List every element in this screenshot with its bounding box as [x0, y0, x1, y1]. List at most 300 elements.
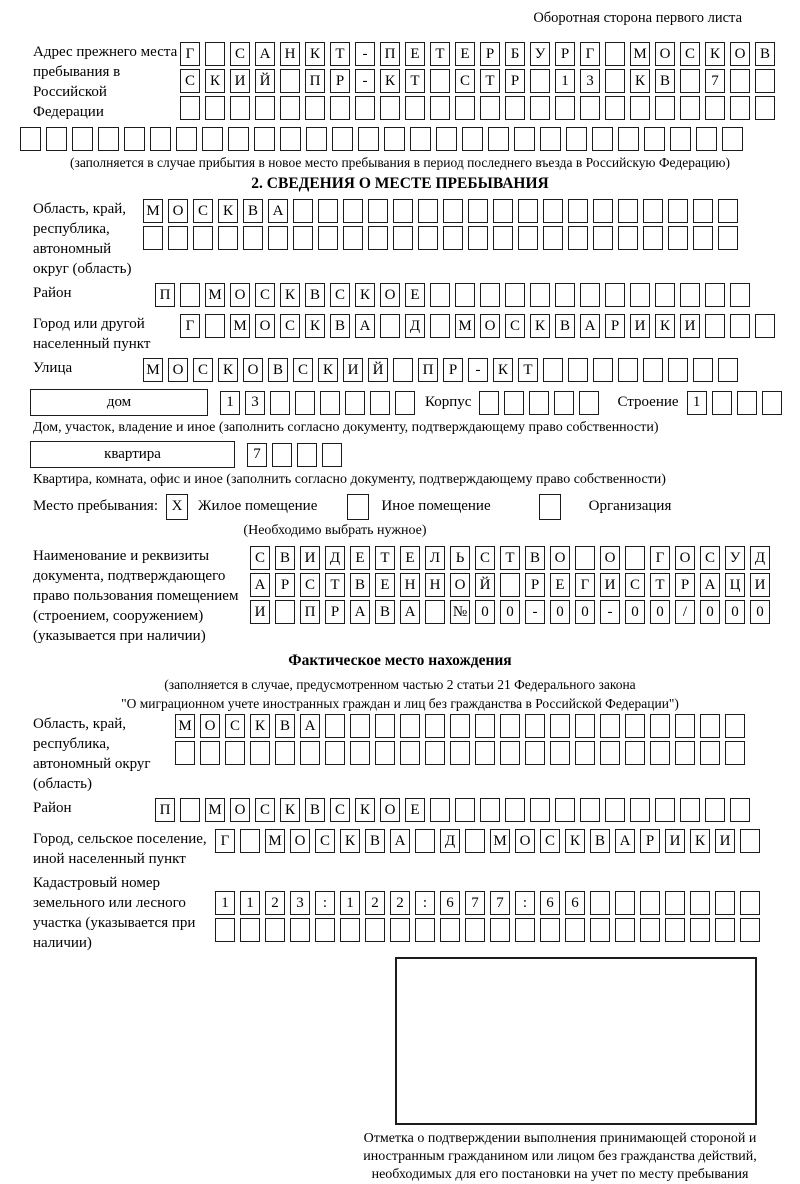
char-box[interactable]: М — [143, 199, 163, 223]
char-box[interactable]: Г — [180, 314, 200, 338]
char-box[interactable]: В — [655, 69, 675, 93]
char-box[interactable] — [368, 199, 388, 223]
char-box[interactable]: К — [355, 283, 375, 307]
char-box[interactable]: В — [590, 829, 610, 853]
char-box[interactable]: П — [305, 69, 325, 93]
char-box[interactable] — [605, 798, 625, 822]
char-box[interactable] — [655, 96, 675, 120]
char-box[interactable] — [593, 226, 613, 250]
char-box[interactable]: А — [268, 199, 288, 223]
char-box[interactable]: П — [155, 798, 175, 822]
char-box[interactable]: С — [230, 42, 250, 66]
char-box[interactable] — [525, 714, 545, 738]
char-box[interactable]: 0 — [750, 600, 770, 624]
checkbox-other-premises[interactable] — [347, 494, 369, 520]
char-box[interactable]: Е — [550, 573, 570, 597]
char-box[interactable] — [425, 600, 445, 624]
char-box[interactable] — [143, 226, 163, 250]
char-box[interactable] — [290, 918, 310, 942]
char-box[interactable]: А — [355, 314, 375, 338]
char-box[interactable]: Н — [280, 42, 300, 66]
char-box[interactable] — [690, 891, 710, 915]
char-box[interactable] — [475, 741, 495, 765]
char-box[interactable] — [693, 358, 713, 382]
char-box[interactable]: С — [225, 714, 245, 738]
char-box[interactable] — [705, 798, 725, 822]
char-box[interactable] — [325, 714, 345, 738]
char-box[interactable]: 1 — [220, 391, 240, 415]
char-box[interactable] — [295, 391, 315, 415]
char-box[interactable] — [443, 199, 463, 223]
char-box[interactable]: С — [293, 358, 313, 382]
char-box[interactable]: 1 — [687, 391, 707, 415]
char-box[interactable] — [715, 891, 735, 915]
char-box[interactable] — [514, 127, 535, 151]
char-box[interactable]: К — [218, 358, 238, 382]
char-box[interactable]: - — [600, 600, 620, 624]
char-box[interactable] — [515, 918, 535, 942]
char-box[interactable]: 1 — [240, 891, 260, 915]
char-box[interactable] — [718, 358, 738, 382]
char-box[interactable]: И — [600, 573, 620, 597]
char-box[interactable]: Т — [480, 69, 500, 93]
char-box[interactable]: К — [690, 829, 710, 853]
char-box[interactable] — [575, 546, 595, 570]
char-box[interactable] — [518, 226, 538, 250]
char-box[interactable]: О — [243, 358, 263, 382]
char-box[interactable] — [675, 714, 695, 738]
char-box[interactable] — [618, 127, 639, 151]
char-box[interactable]: Й — [368, 358, 388, 382]
char-box[interactable] — [468, 226, 488, 250]
char-box[interactable]: Р — [325, 600, 345, 624]
char-box[interactable]: Д — [750, 546, 770, 570]
char-box[interactable] — [575, 741, 595, 765]
char-box[interactable]: И — [300, 546, 320, 570]
char-box[interactable] — [737, 391, 757, 415]
char-box[interactable]: К — [655, 314, 675, 338]
char-box[interactable] — [225, 741, 245, 765]
char-box[interactable]: А — [390, 829, 410, 853]
char-box[interactable]: В — [350, 573, 370, 597]
char-box[interactable]: К — [305, 314, 325, 338]
char-box[interactable] — [410, 127, 431, 151]
char-box[interactable]: А — [580, 314, 600, 338]
char-box[interactable] — [625, 546, 645, 570]
char-box[interactable]: Р — [555, 42, 575, 66]
char-box[interactable] — [475, 714, 495, 738]
char-box[interactable]: К — [705, 42, 725, 66]
char-box[interactable]: О — [255, 314, 275, 338]
char-box[interactable]: Г — [580, 42, 600, 66]
char-box[interactable] — [740, 829, 760, 853]
char-box[interactable]: В — [275, 714, 295, 738]
char-box[interactable]: О — [230, 283, 250, 307]
char-box[interactable] — [543, 226, 563, 250]
char-box[interactable] — [305, 96, 325, 120]
char-box[interactable]: К — [493, 358, 513, 382]
char-box[interactable]: Д — [405, 314, 425, 338]
char-box[interactable] — [643, 226, 663, 250]
char-box[interactable] — [176, 127, 197, 151]
char-box[interactable] — [555, 96, 575, 120]
char-box[interactable] — [504, 391, 524, 415]
char-box[interactable] — [490, 918, 510, 942]
char-box[interactable]: У — [725, 546, 745, 570]
char-box[interactable] — [500, 741, 520, 765]
char-box[interactable]: С — [455, 69, 475, 93]
char-box[interactable]: С — [625, 573, 645, 597]
char-box[interactable] — [340, 918, 360, 942]
char-box[interactable]: С — [193, 358, 213, 382]
char-box[interactable]: А — [300, 714, 320, 738]
char-box[interactable] — [600, 714, 620, 738]
char-box[interactable] — [293, 199, 313, 223]
char-box[interactable]: - — [525, 600, 545, 624]
char-box[interactable]: К — [250, 714, 270, 738]
char-box[interactable] — [655, 283, 675, 307]
char-box[interactable] — [580, 96, 600, 120]
char-box[interactable] — [415, 829, 435, 853]
char-box[interactable]: Т — [375, 546, 395, 570]
char-box[interactable]: В — [275, 546, 295, 570]
char-box[interactable] — [325, 741, 345, 765]
char-box[interactable] — [355, 96, 375, 120]
char-box[interactable] — [315, 918, 335, 942]
char-box[interactable]: Р — [275, 573, 295, 597]
char-box[interactable]: 3 — [245, 391, 265, 415]
char-box[interactable] — [618, 199, 638, 223]
char-box[interactable]: А — [615, 829, 635, 853]
char-box[interactable] — [430, 69, 450, 93]
char-box[interactable]: С — [255, 798, 275, 822]
char-box[interactable] — [600, 741, 620, 765]
char-box[interactable] — [255, 96, 275, 120]
char-box[interactable]: : — [415, 891, 435, 915]
char-box[interactable]: 3 — [580, 69, 600, 93]
char-box[interactable] — [455, 96, 475, 120]
char-box[interactable]: - — [468, 358, 488, 382]
char-box[interactable] — [395, 391, 415, 415]
char-box[interactable]: Т — [330, 42, 350, 66]
char-box[interactable]: М — [205, 283, 225, 307]
char-box[interactable]: 0 — [725, 600, 745, 624]
char-box[interactable]: К — [530, 314, 550, 338]
char-box[interactable]: 0 — [650, 600, 670, 624]
char-box[interactable]: М — [175, 714, 195, 738]
char-box[interactable]: В — [268, 358, 288, 382]
char-box[interactable]: 1 — [555, 69, 575, 93]
char-box[interactable]: О — [730, 42, 750, 66]
char-box[interactable]: М — [143, 358, 163, 382]
char-box[interactable] — [450, 714, 470, 738]
char-box[interactable]: С — [300, 573, 320, 597]
char-box[interactable] — [550, 714, 570, 738]
char-box[interactable]: М — [205, 798, 225, 822]
char-box[interactable] — [554, 391, 574, 415]
char-box[interactable]: О — [380, 798, 400, 822]
char-box[interactable]: Р — [640, 829, 660, 853]
char-box[interactable] — [668, 199, 688, 223]
char-box[interactable] — [580, 798, 600, 822]
char-box[interactable] — [665, 918, 685, 942]
char-box[interactable]: 0 — [625, 600, 645, 624]
char-box[interactable]: К — [630, 69, 650, 93]
char-box[interactable]: М — [230, 314, 250, 338]
char-box[interactable] — [705, 96, 725, 120]
char-box[interactable]: О — [200, 714, 220, 738]
char-box[interactable] — [443, 226, 463, 250]
char-box[interactable] — [543, 358, 563, 382]
char-box[interactable] — [668, 226, 688, 250]
char-box[interactable] — [228, 127, 249, 151]
char-box[interactable]: : — [515, 891, 535, 915]
char-box[interactable]: Й — [255, 69, 275, 93]
char-box[interactable] — [400, 741, 420, 765]
char-box[interactable]: 0 — [500, 600, 520, 624]
char-box[interactable]: И — [343, 358, 363, 382]
char-box[interactable] — [712, 391, 732, 415]
char-box[interactable] — [343, 199, 363, 223]
char-box[interactable] — [625, 714, 645, 738]
char-box[interactable]: С — [330, 283, 350, 307]
char-box[interactable] — [529, 391, 549, 415]
char-box[interactable]: Р — [605, 314, 625, 338]
char-box[interactable] — [530, 798, 550, 822]
char-box[interactable] — [322, 443, 342, 467]
char-box[interactable] — [493, 199, 513, 223]
char-box[interactable] — [98, 127, 119, 151]
char-box[interactable]: В — [555, 314, 575, 338]
char-box[interactable] — [230, 96, 250, 120]
char-box[interactable] — [580, 283, 600, 307]
char-box[interactable] — [592, 127, 613, 151]
char-box[interactable]: К — [340, 829, 360, 853]
char-box[interactable] — [280, 69, 300, 93]
char-box[interactable] — [370, 391, 390, 415]
char-box[interactable] — [280, 96, 300, 120]
char-box[interactable]: 1 — [215, 891, 235, 915]
char-box[interactable] — [390, 918, 410, 942]
char-box[interactable]: Г — [650, 546, 670, 570]
char-box[interactable] — [218, 226, 238, 250]
char-box[interactable]: В — [330, 314, 350, 338]
char-box[interactable]: Р — [443, 358, 463, 382]
char-box[interactable] — [755, 96, 775, 120]
char-box[interactable] — [318, 226, 338, 250]
char-box[interactable]: К — [565, 829, 585, 853]
char-box[interactable] — [205, 42, 225, 66]
char-box[interactable]: Л — [425, 546, 445, 570]
char-box[interactable]: Е — [405, 42, 425, 66]
char-box[interactable] — [668, 358, 688, 382]
char-box[interactable] — [415, 918, 435, 942]
char-box[interactable] — [320, 391, 340, 415]
char-box[interactable] — [350, 741, 370, 765]
char-box[interactable]: К — [305, 42, 325, 66]
char-box[interactable] — [650, 741, 670, 765]
char-box[interactable] — [480, 798, 500, 822]
char-box[interactable]: С — [250, 546, 270, 570]
char-box[interactable] — [430, 798, 450, 822]
char-box[interactable]: М — [455, 314, 475, 338]
char-box[interactable]: К — [205, 69, 225, 93]
char-box[interactable] — [705, 314, 725, 338]
char-box[interactable]: К — [355, 798, 375, 822]
char-box[interactable] — [436, 127, 457, 151]
char-box[interactable] — [254, 127, 275, 151]
char-box[interactable]: Т — [430, 42, 450, 66]
char-box[interactable] — [568, 358, 588, 382]
char-box[interactable] — [650, 714, 670, 738]
char-box[interactable]: И — [250, 600, 270, 624]
char-box[interactable] — [579, 391, 599, 415]
char-box[interactable] — [640, 891, 660, 915]
char-box[interactable]: С — [700, 546, 720, 570]
char-box[interactable]: С — [280, 314, 300, 338]
char-box[interactable]: Т — [500, 546, 520, 570]
char-box[interactable] — [550, 741, 570, 765]
char-box[interactable] — [665, 891, 685, 915]
char-box[interactable]: - — [355, 69, 375, 93]
char-box[interactable] — [718, 199, 738, 223]
char-box[interactable]: И — [630, 314, 650, 338]
char-box[interactable]: П — [155, 283, 175, 307]
char-box[interactable] — [455, 283, 475, 307]
char-box[interactable] — [343, 226, 363, 250]
char-box[interactable]: В — [243, 199, 263, 223]
char-box[interactable] — [543, 199, 563, 223]
char-box[interactable]: С — [180, 69, 200, 93]
char-box[interactable]: С — [505, 314, 525, 338]
char-box[interactable] — [375, 741, 395, 765]
char-box[interactable] — [700, 714, 720, 738]
char-box[interactable] — [365, 918, 385, 942]
char-box[interactable] — [725, 741, 745, 765]
char-box[interactable] — [440, 918, 460, 942]
char-box[interactable] — [680, 283, 700, 307]
char-box[interactable]: М — [265, 829, 285, 853]
char-box[interactable] — [345, 391, 365, 415]
char-box[interactable]: О — [550, 546, 570, 570]
char-box[interactable] — [332, 127, 353, 151]
char-box[interactable] — [605, 69, 625, 93]
char-box[interactable]: Е — [375, 573, 395, 597]
char-box[interactable] — [605, 42, 625, 66]
char-box[interactable]: О — [380, 283, 400, 307]
char-box[interactable]: А — [700, 573, 720, 597]
char-box[interactable]: 2 — [365, 891, 385, 915]
char-box[interactable] — [643, 199, 663, 223]
char-box[interactable] — [293, 226, 313, 250]
char-box[interactable] — [430, 96, 450, 120]
char-box[interactable]: С — [330, 798, 350, 822]
char-box[interactable] — [505, 283, 525, 307]
char-box[interactable] — [418, 226, 438, 250]
char-box[interactable]: А — [250, 573, 270, 597]
char-box[interactable]: О — [675, 546, 695, 570]
char-box[interactable]: С — [475, 546, 495, 570]
char-box[interactable] — [505, 96, 525, 120]
char-box[interactable] — [755, 314, 775, 338]
char-box[interactable]: С — [255, 283, 275, 307]
char-box[interactable] — [540, 127, 561, 151]
char-box[interactable] — [680, 798, 700, 822]
char-box[interactable] — [368, 226, 388, 250]
char-box[interactable]: Е — [405, 798, 425, 822]
char-box[interactable] — [380, 314, 400, 338]
char-box[interactable]: К — [380, 69, 400, 93]
char-box[interactable]: Р — [525, 573, 545, 597]
char-box[interactable] — [555, 283, 575, 307]
char-box[interactable]: И — [230, 69, 250, 93]
char-box[interactable] — [730, 283, 750, 307]
char-box[interactable] — [200, 741, 220, 765]
char-box[interactable]: В — [525, 546, 545, 570]
char-box[interactable] — [625, 741, 645, 765]
char-box[interactable] — [272, 443, 292, 467]
char-box[interactable] — [180, 798, 200, 822]
char-box[interactable] — [268, 226, 288, 250]
char-box[interactable] — [350, 714, 370, 738]
checkbox-organization[interactable] — [539, 494, 561, 520]
char-box[interactable] — [630, 798, 650, 822]
char-box[interactable]: О — [290, 829, 310, 853]
char-box[interactable]: 1 — [340, 891, 360, 915]
char-box[interactable] — [215, 918, 235, 942]
char-box[interactable] — [530, 283, 550, 307]
char-box[interactable]: Н — [425, 573, 445, 597]
char-box[interactable]: Д — [325, 546, 345, 570]
char-box[interactable] — [630, 283, 650, 307]
char-box[interactable] — [205, 96, 225, 120]
char-box[interactable]: В — [375, 600, 395, 624]
char-box[interactable]: И — [665, 829, 685, 853]
char-box[interactable] — [297, 443, 317, 467]
char-box[interactable]: 0 — [475, 600, 495, 624]
char-box[interactable] — [525, 741, 545, 765]
char-box[interactable] — [480, 283, 500, 307]
char-box[interactable]: Н — [400, 573, 420, 597]
char-box[interactable] — [755, 69, 775, 93]
char-box[interactable] — [124, 127, 145, 151]
char-box[interactable]: К — [218, 199, 238, 223]
char-box[interactable]: Ь — [450, 546, 470, 570]
char-box[interactable]: Е — [350, 546, 370, 570]
char-box[interactable] — [240, 829, 260, 853]
char-box[interactable] — [250, 741, 270, 765]
char-box[interactable] — [670, 127, 691, 151]
char-box[interactable] — [566, 127, 587, 151]
char-box[interactable] — [465, 829, 485, 853]
char-box[interactable]: С — [315, 829, 335, 853]
char-box[interactable] — [306, 127, 327, 151]
char-box[interactable] — [205, 314, 225, 338]
char-box[interactable] — [479, 391, 499, 415]
char-box[interactable] — [675, 741, 695, 765]
char-box[interactable] — [380, 96, 400, 120]
char-box[interactable]: А — [400, 600, 420, 624]
char-box[interactable] — [425, 741, 445, 765]
char-box[interactable]: Т — [405, 69, 425, 93]
char-box[interactable] — [555, 798, 575, 822]
char-box[interactable]: О — [450, 573, 470, 597]
char-box[interactable]: Т — [650, 573, 670, 597]
char-box[interactable]: О — [168, 358, 188, 382]
char-box[interactable] — [722, 127, 743, 151]
char-box[interactable] — [518, 199, 538, 223]
char-box[interactable] — [655, 798, 675, 822]
